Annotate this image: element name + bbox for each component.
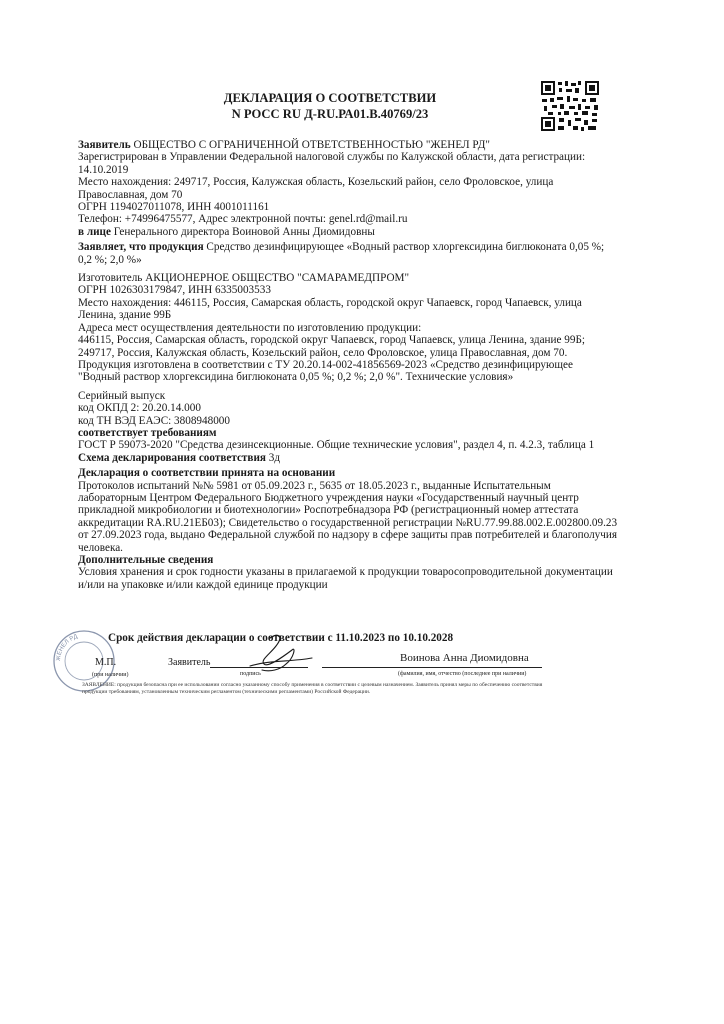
title-heading: ДЕКЛАРАЦИЯ О СООТВЕТСТВИИ — [223, 91, 437, 105]
manufacturer-ogrn: ОГРН 1026303179847, ИНН 6335003533 — [78, 284, 271, 297]
applicant-person-line — [78, 226, 618, 238]
production-address-2: 249717, Россия, Калужская область, Козельский район, село Фроловское, улица Православная, дом 70. — [78, 346, 568, 359]
declaration-body — [78, 139, 618, 591]
seal-text: ЖЕНЕЛ РД — [55, 633, 79, 662]
manufacturer-name: Изготовитель АКЦИОНЕРНОЕ ОБЩЕСТВО "САМАРАМЕДПРОМ" — [78, 272, 410, 285]
product-line — [78, 241, 618, 266]
document-title — [180, 90, 480, 122]
basis-text: Протоколов испытаний №№ 5981 от 05.09.2023 г., 5635 от 18.05.2023 г., выданные Испытательным лабораторным Центром Федерального Бюджетного учреждения науки «Государственный научный центр прикладной микробиологии и биотехнологии» Роспотребнадзора РФ (регистрационный номер аттестата аккредитации RA.RU.21ЕБ03); Свидетельство о государственной регистрации №RU.77.99.88.002.Е.002800.09.23 от 27.09.2023 года, выдано Федеральной службой по надзору в сфере защиты прав потребителей и благополучия человека. — [78, 479, 618, 554]
scheme-label: Схема декларирования соответствия — [78, 451, 266, 464]
additional-label: Дополнительные сведения — [78, 554, 214, 566]
name-line — [322, 667, 542, 668]
product-label: Заявляет, что продукция — [78, 241, 204, 254]
person-label: в лице — [78, 225, 111, 238]
requirements-label: соответствует требованиям — [78, 426, 217, 439]
additional-text: Условия хранения и срок годности указаны в прилагаемой к продукции товаросопроводительной документации и/или на упаковке и/или каждой единице продукции — [78, 566, 613, 591]
svg-text:ЖЕНЕЛ РД — [56, 634, 79, 661]
basis-label: Декларация о соответствии принята на основании — [78, 467, 336, 480]
seal-sublabel: (при наличии) — [92, 672, 129, 678]
manufacturer-location: Место нахождения: 446115, Россия, Самарская область, городской округ Чапаевск, город Чапаевск, улица Ленина, здание 99Б — [78, 296, 582, 322]
signer-name: Воинова Анна Диомидовна — [400, 652, 529, 664]
scheme-line — [78, 452, 618, 464]
requirements-text: ГОСТ Р 59073-2020 "Средства дезинсекционные. Общие технические условия", раздел 4, п. 4.2.3, таблица 1 — [78, 439, 595, 452]
seal-label: М.П. — [95, 657, 117, 668]
product-name: Средство дезинфицирующее «Водный раствор хлоргексидина биглюконата 0,05 %; 0,2 %; 2,0 %» — [78, 241, 605, 266]
tnved-code: код ТН ВЭД ЕАЭС: 3808948000 — [78, 414, 230, 427]
applicant-name: ОБЩЕСТВО С ОГРАНИЧЕННОЙ ОТВЕТСТВЕННОСТЬЮ "ЖЕНЕЛ РД" — [130, 139, 490, 151]
signature-sublabel: подпись — [240, 671, 261, 677]
declaration-number: N РОСС RU Д-RU.РА01.В.40769/23 — [231, 107, 429, 121]
production-address-1: 446115, Россия, Самарская область, городской округ Чапаевск, город Чапаевск, улица Ленина, здание 99Б; — [78, 334, 586, 347]
scheme-value: 3д — [265, 451, 281, 464]
production-addresses-label: Адреса мест осуществления деятельности по изготовлению продукции: — [78, 321, 422, 334]
applicant-location: Место нахождения: 249717, Россия, Калужская область, Козельский район, село Фроловское, улица Православная, дом 70 — [78, 176, 554, 201]
footnote-statement: ЗАЯВЛЕНИЕ: продукция безопасна при ее использовании согласно указанному способу применения в соответствии с целевым назначением. Заявитель принял меры по обеспечению соответствия продукции требованиям, установленным техническим регламентом (техническими регламентами) Российской Федерации. — [82, 682, 543, 695]
applicant-label: Заявитель — [78, 139, 131, 151]
okpd-code: код ОКПД 2: 20.20.14.000 — [78, 402, 201, 415]
handwritten-signature-icon — [240, 630, 320, 678]
applicant-sign-label: Заявитель — [168, 657, 211, 668]
serial-release: Серийный выпуск — [78, 389, 166, 402]
applicant-ogrn: ОГРН 1194027011078, ИНН 4001011161 — [78, 201, 270, 214]
applicant-registration: Зарегистрирован в Управлении Федеральной налоговой службы по Калужской области, дата регистрации: 14.10.2019 — [78, 151, 586, 176]
qr-code-icon — [540, 80, 600, 132]
applicant-person: Генерального директора Воиновой Анны Диомидовны — [110, 225, 375, 238]
validity-period: Срок действия декларации о соответствии с 11.10.2023 по 10.10.2028 — [108, 632, 454, 644]
applicant-contacts: Телефон: +74996475577, Адрес электронной почты: genel.rd@mail.ru — [78, 213, 408, 226]
technical-conditions: Продукция изготовлена в соответствии с ТУ 20.20.14-002-41856569-2023 «Средство дезинфицирующее "Водный раствор хлоргексидина биглюконата 0,05 %; 0,2 %; 2,0 %". Технические условия» — [78, 358, 573, 384]
name-sublabel: (фамилия, имя, отчество (последнее при наличии) — [398, 671, 527, 677]
applicant-line — [78, 139, 618, 151]
